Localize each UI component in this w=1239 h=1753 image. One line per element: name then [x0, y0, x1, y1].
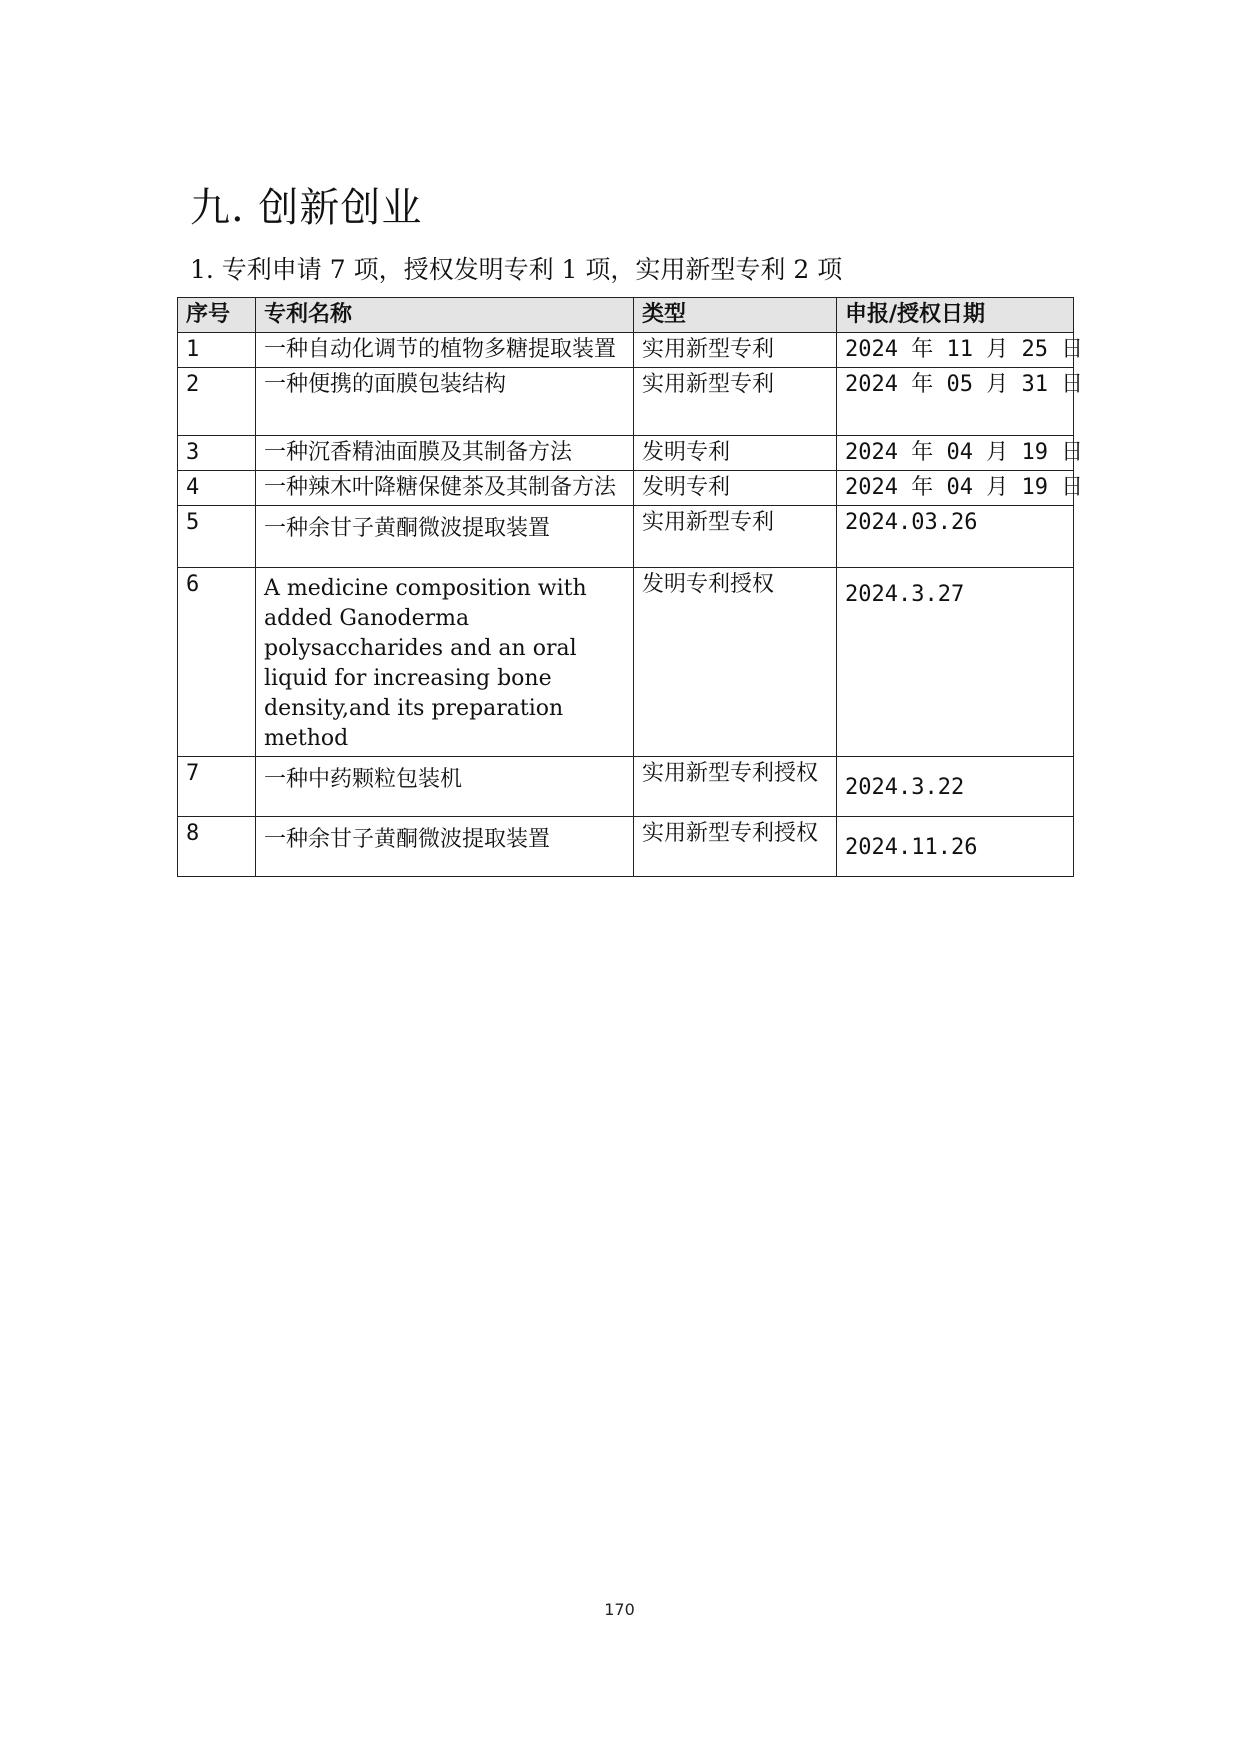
row-no: 5 [178, 506, 256, 568]
row-no: 3 [178, 436, 256, 471]
patent-table [177, 297, 1084, 877]
row-type: 发明专利 [634, 471, 837, 506]
row-date: 2024.3.22 [837, 757, 1074, 817]
header-type: 类型 [634, 298, 837, 333]
row-no: 4 [178, 471, 256, 506]
row-type: 发明专利 [634, 436, 837, 471]
table-row [178, 368, 1074, 436]
row-type: 实用新型专利 [634, 333, 837, 368]
table-header-row [178, 298, 1074, 333]
row-type: 实用新型专利授权 [634, 757, 837, 817]
page-number: 170 [604, 1600, 635, 1619]
row-date: 2024.3.27 [837, 568, 1074, 757]
header-name: 专利名称 [256, 298, 634, 333]
row-name: 一种余甘子黄酮微波提取装置 [256, 817, 634, 877]
table-row [178, 333, 1074, 368]
table-row [178, 757, 1074, 817]
row-name: 一种沉香精油面膜及其制备方法 [256, 436, 634, 471]
row-no: 6 [178, 568, 256, 757]
row-no: 1 [178, 333, 256, 368]
row-type: 实用新型专利 [634, 506, 837, 568]
table-row [178, 436, 1074, 471]
section-summary: 1. 专利申请 7 项，授权发明专利 1 项，实用新型专利 2 项 [190, 255, 843, 284]
section-title: 九. 创新创业 [190, 185, 423, 231]
row-type: 实用新型专利授权 [634, 817, 837, 877]
header-no: 序号 [178, 298, 256, 333]
header-date: 申报/授权日期 [837, 298, 1074, 333]
row-name: 一种辣木叶降糖保健茶及其制备方法 [256, 471, 634, 506]
row-name: A medicine composition with added Ganoderma polysaccharides and an oral liquid for increasing bone density,and its preparation method [256, 568, 634, 757]
row-date: 2024 年 11 月 25 日 [837, 333, 1074, 368]
table-row [178, 471, 1074, 506]
row-date: 2024 年 04 月 19 日 [837, 436, 1074, 471]
table-row [178, 568, 1074, 757]
table-row [178, 506, 1074, 568]
row-type: 发明专利授权 [634, 568, 837, 757]
row-date: 2024 年 05 月 31 日 [837, 368, 1074, 436]
row-no: 8 [178, 817, 256, 877]
row-date: 2024.11.26 [837, 817, 1074, 877]
row-name: 一种自动化调节的植物多糖提取装置 [256, 333, 634, 368]
row-type: 实用新型专利 [634, 368, 837, 436]
row-name: 一种中药颗粒包装机 [256, 757, 634, 817]
row-date: 2024.03.26 [837, 506, 1074, 568]
row-no: 2 [178, 368, 256, 436]
row-date: 2024 年 04 月 19 日 [837, 471, 1074, 506]
row-name: 一种便携的面膜包装结构 [256, 368, 634, 436]
row-name: 一种余甘子黄酮微波提取装置 [256, 506, 634, 568]
table-row [178, 817, 1074, 877]
row-no: 7 [178, 757, 256, 817]
